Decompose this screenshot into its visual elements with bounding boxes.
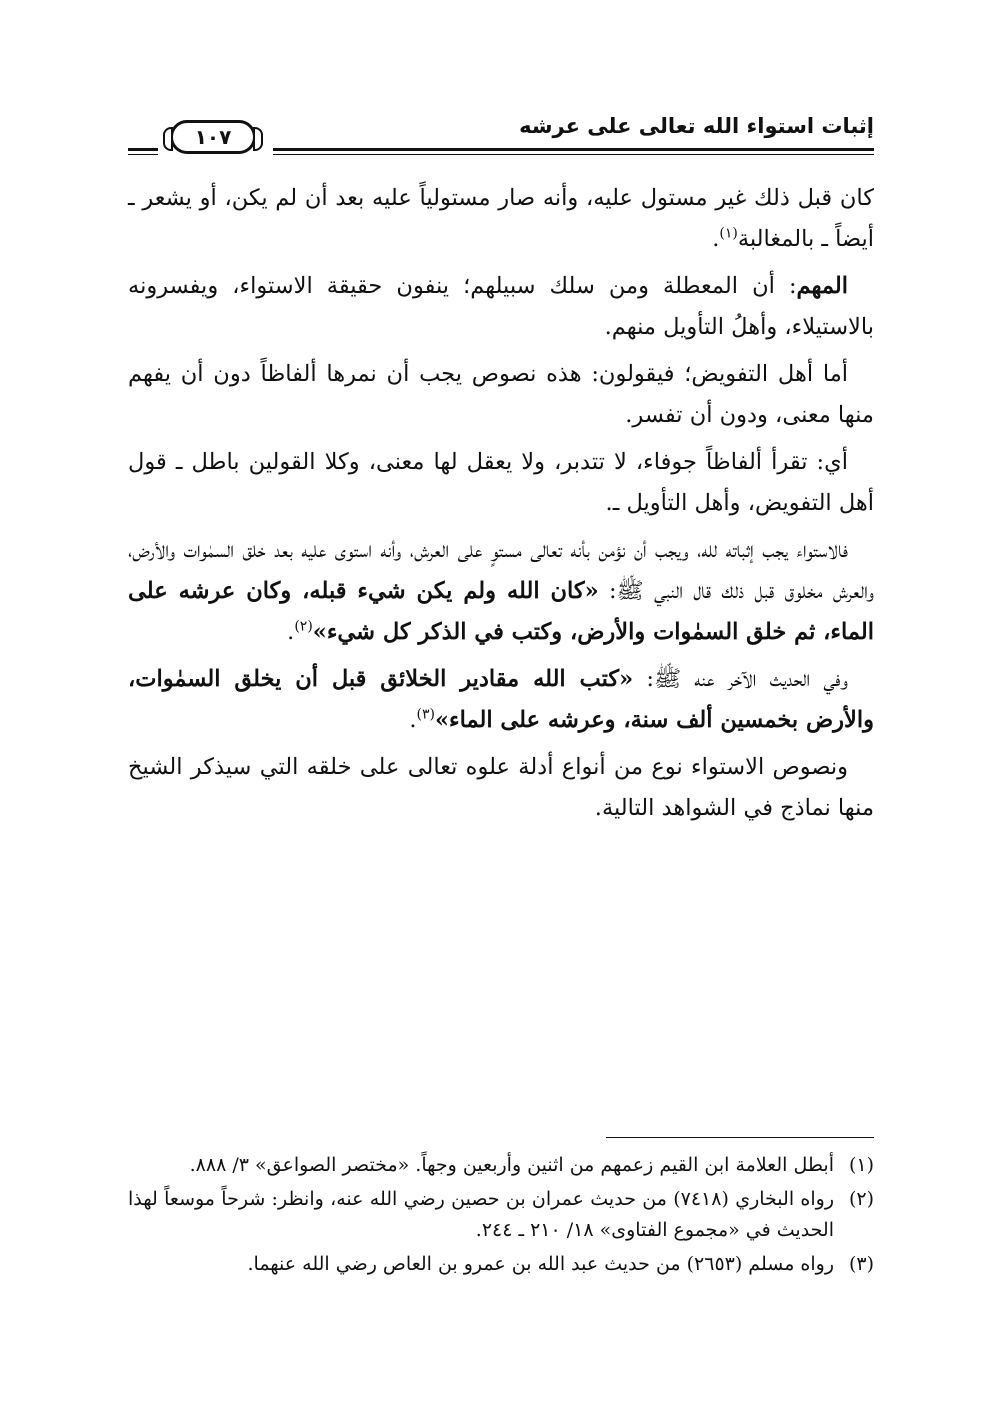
footnote <box>128 1184 874 1246</box>
main-text <box>128 178 874 835</box>
footnote-marker[interactable]: (٢) <box>294 618 313 635</box>
paragraph <box>128 178 874 260</box>
page-header <box>128 108 874 166</box>
text-segment: فالاستواء يجب إثباته لله، ويجب أن نؤمن بأنه تعالى مستوٍ على العرش، وأنه استوى عليه بعد خلق السمٰوات والأرض، والعرش مخلوق قبل ذلك قال النبي ﷺ: <box>128 537 875 604</box>
footnote-text: أبطل العلامة ابن القيم زعمهم من اثنين وأربعين وجهاً. «مختصر الصواعق» ٣/ ٨٨٨. <box>189 1154 834 1176</box>
paragraph <box>128 530 874 653</box>
page-number: ١٠٧ <box>194 125 232 149</box>
footnote-text: رواه البخاري (٧٤١٨) من حديث عمران بن حصين رضي الله عنه، وانظر: شرحاً موسعاً لهذا الحديث في «مجموع الفتاوى» ١٨/ ٢١٠ ـ ٢٤٤. <box>128 1188 835 1241</box>
text-segment: وفي الحديث الآخر عنه ﷺ: <box>633 666 848 692</box>
paragraph <box>128 442 874 524</box>
text-segment: كان قبل ذلك غير مستول عليه، وأنه صار مستولياً عليه بعد أن لم يكن، أو يشعر ـ أيضاً ـ بالمغالبة <box>128 185 874 252</box>
text-segment: أما أهل التفويض؛ فيقولون: هذه نصوص يجب أن نمرها ألفاظاً دون أن يفهم منها معنى، ودون أن تفسر. <box>128 361 874 428</box>
footnote-marker[interactable]: (١) <box>719 225 738 242</box>
bold-text: «كان الله ولم يكن شيء قبله، وكان عرشه على الماء، ثم خلق السمٰوات والأرض، وكتب في الذكر كل شيء» <box>128 578 874 645</box>
text-segment: . <box>712 226 720 252</box>
header-rule-left-thin <box>128 154 158 155</box>
page-number-badge <box>170 120 256 154</box>
footnote <box>128 1249 874 1280</box>
footnote-number: (٣) <box>848 1253 874 1275</box>
bold-text: المهم <box>796 273 848 299</box>
text-segment: . <box>287 619 295 645</box>
footnotes <box>128 1150 874 1283</box>
footnote <box>128 1150 874 1181</box>
text-segment: ونصوص الاستواء نوع من أنواع أدلة علوه تعالى على خلقه التي سيذكر الشيخ منها نماذج في الشواهد التالية. <box>128 754 874 821</box>
footnote-number: (٢) <box>848 1188 874 1210</box>
footnote-separator <box>606 1137 874 1138</box>
footnote-text: رواه مسلم (٢٦٥٣) من حديث عبد الله بن عمرو بن العاص رضي الله عنهما. <box>247 1253 834 1275</box>
bold-text: «كتب الله مقادير الخلائق قبل أن يخلق السمٰوات، والأرض بخمسين ألف سنة، وعرشه على الماء» <box>128 666 874 733</box>
footnote-marker[interactable]: (٣) <box>416 706 435 723</box>
header-rule-left-thick <box>128 148 158 151</box>
paragraph <box>128 266 874 348</box>
header-rule-thin <box>273 154 874 155</box>
footnote-number: (١) <box>848 1154 874 1176</box>
paragraph <box>128 747 874 829</box>
paragraph <box>128 659 874 741</box>
text-segment: . <box>409 707 417 733</box>
paragraph <box>128 354 874 436</box>
text-segment: : أن المعطلة ومن سلك سبيلهم؛ ينفون حقيقة الاستواء، ويفسرونه بالاستيلاء، وأهلُ التأويل منهم. <box>128 273 874 340</box>
header-rule-thick <box>273 148 874 151</box>
text-segment: أي: تقرأ ألفاظاً جوفاء، لا تتدبر، ولا يعقل لها معنى، وكلا القولين باطل ـ قول أهل التفويض، وأهل التأويل ـ. <box>128 449 874 516</box>
running-title: إثبات استواء الله تعالى على عرشه <box>519 114 874 138</box>
